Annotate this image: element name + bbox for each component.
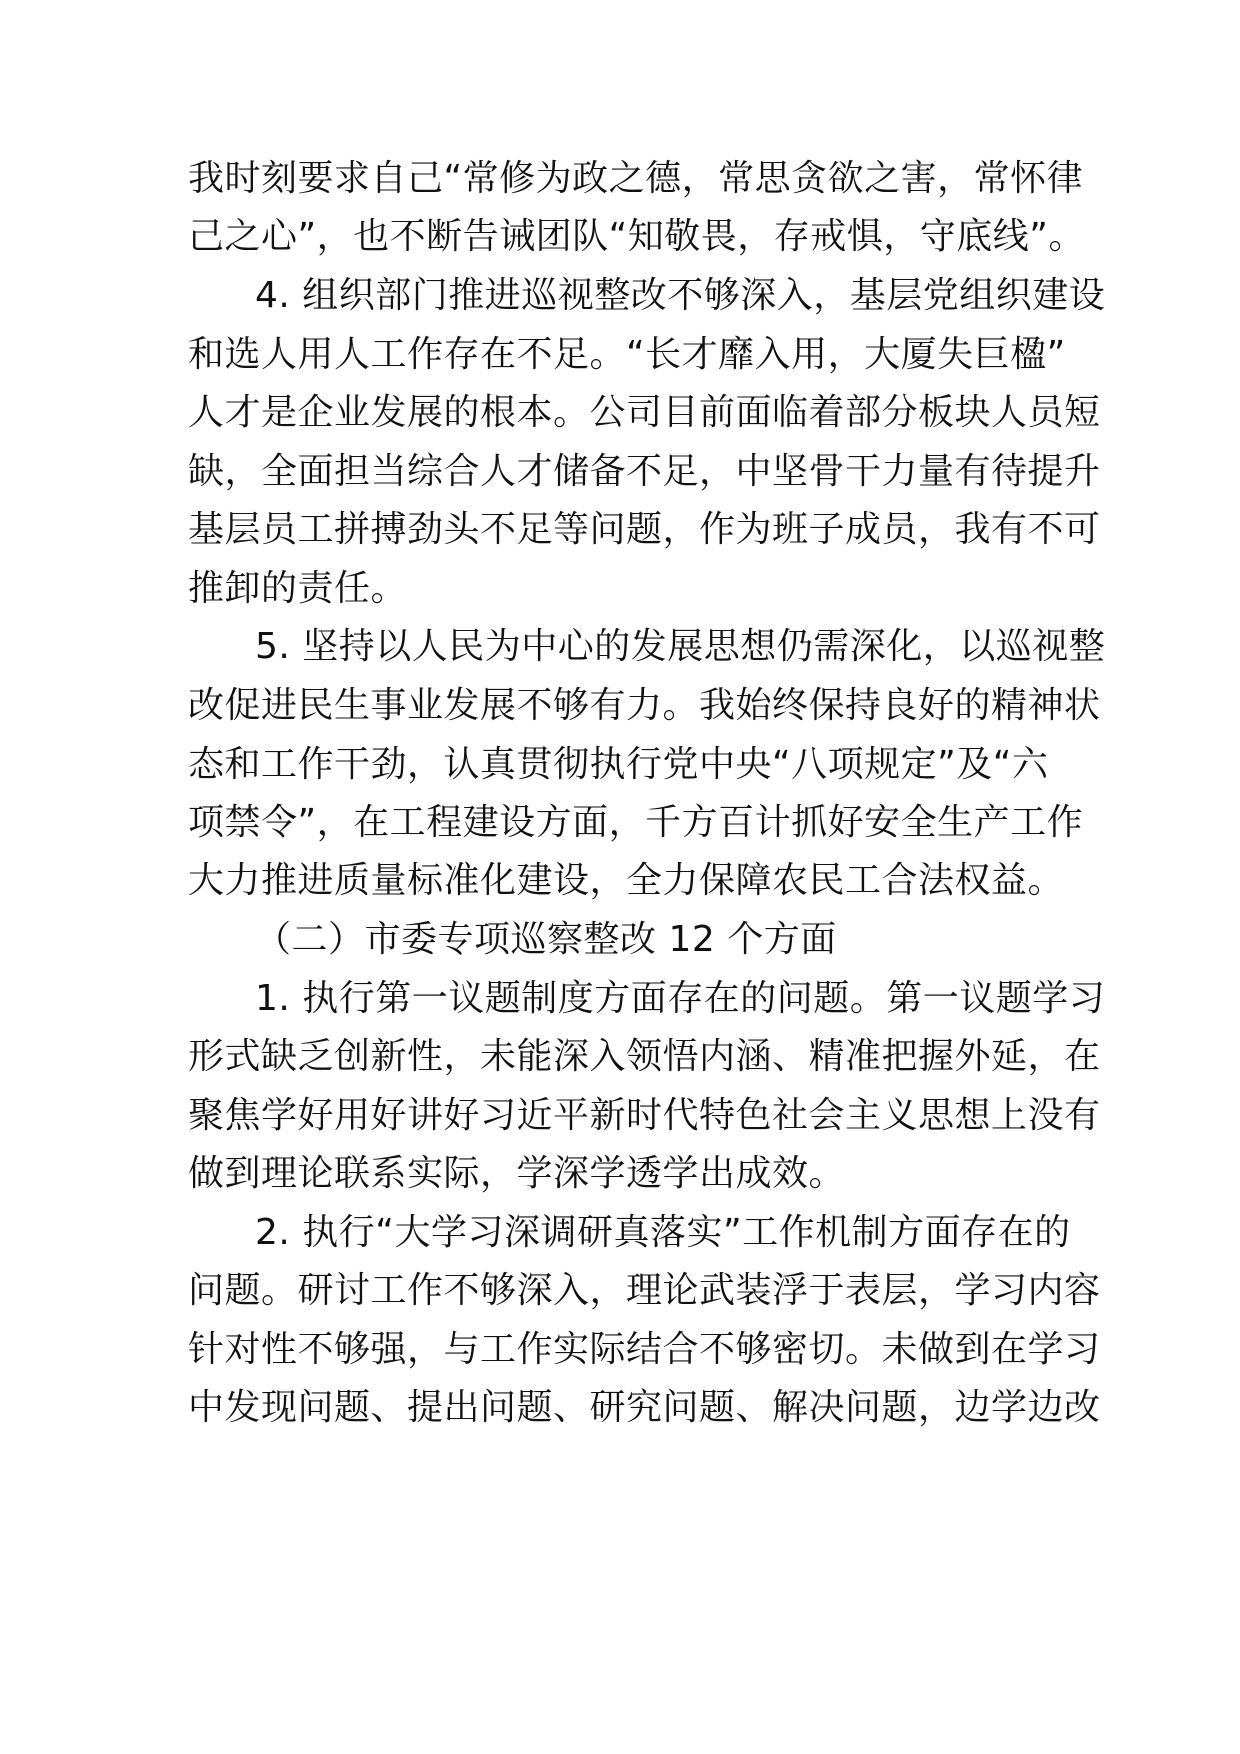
text-line-5: 人才是企业发展的根本。公司目前面临着部分板块人员短 bbox=[188, 392, 1101, 433]
text-line-7: 基层员工拼搏劲头不足等问题，作为班子成员，我有不可 bbox=[188, 509, 1101, 550]
text-line-12: 项禁令”，在工程建设方面，千方百计抓好安全生产工作 bbox=[188, 802, 1084, 843]
text-line-15: 1. 执行第一议题制度方面存在的问题。第一议题学习 bbox=[255, 978, 1106, 1019]
text-line-18: 做到理论联系实际，学深学透学出成效。 bbox=[188, 1153, 846, 1194]
text-line-9: 5. 坚持以人民为中心的发展思想仍需深化，以巡视整 bbox=[255, 626, 1106, 667]
text-line-6: 缺，全面担当综合人才储备不足，中坚骨干力量有待提升 bbox=[188, 451, 1101, 492]
text-line-19: 2. 执行“大学习深调研真落实”工作机制方面存在的 bbox=[255, 1212, 1071, 1253]
text-line-13: 大力推进质量标准化建设，全力保障农民工合法权益。 bbox=[188, 860, 1065, 901]
section-heading: （二）市委专项巡察整改 12 个方面 bbox=[255, 919, 837, 960]
text-line-1: 我时刻要求自己“常修为政之德，常思贪欲之害，常怀律 bbox=[188, 158, 1084, 199]
text-line-20: 问题。研讨工作不够深入，理论武装浮于表层，学习内容 bbox=[188, 1270, 1101, 1311]
text-line-3: 4. 组织部门推进巡视整改不够深入，基层党组织建设 bbox=[255, 275, 1106, 316]
text-line-11: 态和工作干劲，认真贯彻执行党中央“八项规定”及“六 bbox=[188, 744, 1049, 785]
text-line-16: 形式缺乏创新性，未能深入领悟内涵、精准把握外延，在 bbox=[188, 1036, 1101, 1077]
text-line-4: 和选人用人工作存在不足。“长才靡入用，大厦失巨楹” bbox=[188, 334, 1066, 375]
text-line-22: 中发现问题、提出问题、研究问题、解决问题，边学边改 bbox=[188, 1387, 1101, 1428]
text-line-10: 改促进民生事业发展不够有力。我始终保持良好的精神状 bbox=[188, 685, 1101, 726]
text-line-21: 针对性不够强，与工作实际结合不够密切。未做到在学习 bbox=[188, 1329, 1101, 1370]
text-line-17: 聚焦学好用好讲好习近平新时代特色社会主义思想上没有 bbox=[188, 1095, 1101, 1136]
text-line-8: 推卸的责任。 bbox=[188, 568, 408, 609]
text-line-2: 己之心”，也不断告诫团队“知敬畏，存戒惧，守底线”。 bbox=[188, 216, 1085, 257]
